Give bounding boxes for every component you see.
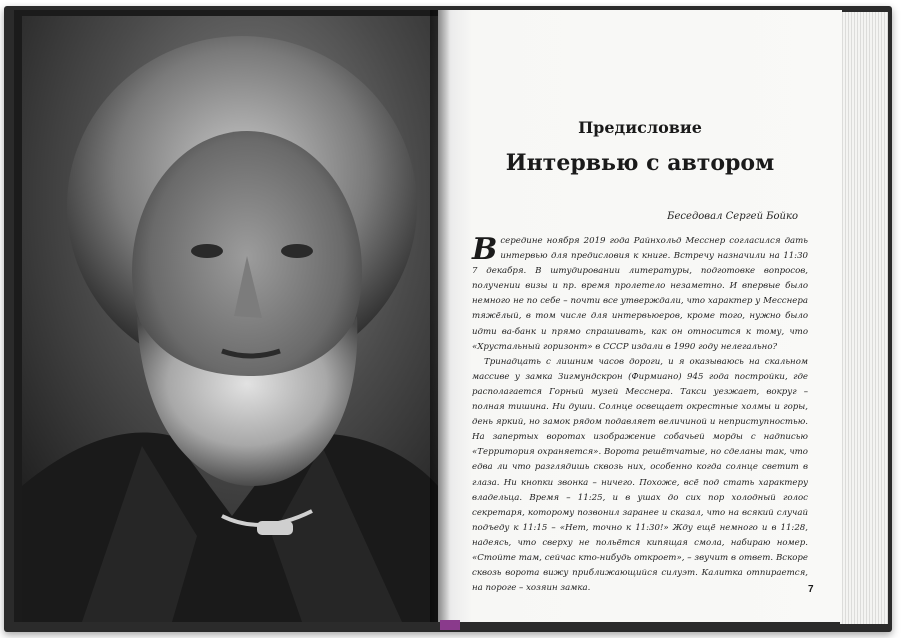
body-text xyxy=(472,234,808,596)
section-label: Предисловие xyxy=(578,118,702,137)
page-edges xyxy=(840,12,888,624)
portrait-illustration xyxy=(22,16,438,622)
bookmark-ribbon xyxy=(440,620,460,630)
page-number: 7 xyxy=(808,584,814,595)
author-portrait-photo xyxy=(22,16,438,622)
byline: Беседовал Сергей Бойко xyxy=(667,211,798,222)
chapter-title: Интервью с автором xyxy=(505,150,775,176)
left-page xyxy=(14,10,438,622)
paragraph-1-text: середине ноября 2019 года Райнхольд Месснер согласился дать интервью для предисловия к книге. Встречу назначили на 11:30 7 декабря. В штудировании литературы, подготовке вопросов, получении визы и пр. время пролетело незаметно. И впервые было немного не по себе – почти все утверждали, что характер у Месснера тяжёлый, в том числе для интервьюеров, кроме того, нужно было идти ва-банк и прямо спрашивать, как он относится к тому, что «Хрустальный горизонт» в СССР издали в 1990 году нелегально? xyxy=(472,236,808,352)
paragraph-2: Тринадцать с лишним часов дороги, и я оказываюсь на скальном массиве у замка Зигмундскрон (Фирмиано) 945 года постройки, где располагается Горный музей Месснера. Такси уезжает, вокруг – полная тишина. Ни души. Солнце освещает окрестные холмы и горы, день яркий, но замок рядом подавляет величиной и неприступностью. На запертых воротах изображение собачьей морды с надписью «Территория охраняется». Ворота решётчатые, но сделаны так, что едва ли что разглядишь сквозь них, особенно когда солнце светит в глаза. Ни кнопки звонка – ничего. Похоже, всё под стать характеру владельца. Время – 11:25, и в ушах до сих пор холодный голос секретаря, которому позвонил заранее и сказал, что на всякий случай подъеду к 11:15 – «Нет, точно к 11:30!» Жду ещё немного и в 11:28, надеясь, что сверху не польётся кипящая смола, набираю номер. «Стойте там, сейчас кто-нибудь откроет», – звучит в ответ. Вскоре сквозь ворота вижу приближающийся силуэт. Калитка отпирается, на пороге – хозяин замка. xyxy=(472,356,808,594)
paragraph-1 xyxy=(472,234,808,355)
right-page xyxy=(438,10,842,622)
gutter-shadow xyxy=(430,10,450,622)
drop-cap: В xyxy=(472,232,498,267)
